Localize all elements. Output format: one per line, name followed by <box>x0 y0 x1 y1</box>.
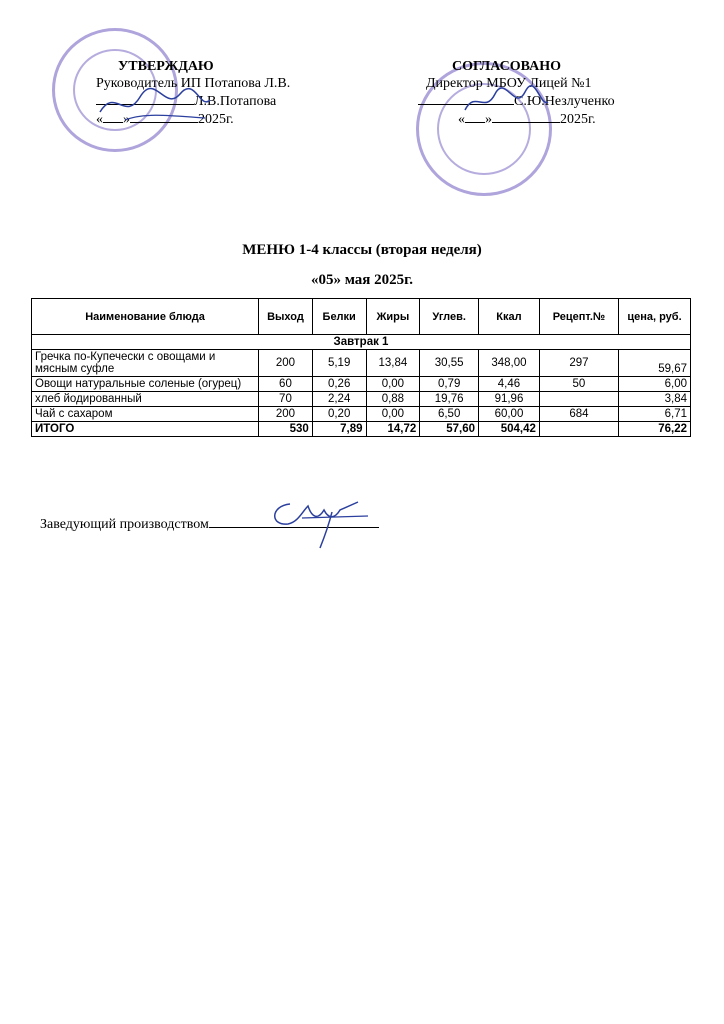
signature-footer-icon <box>262 494 372 552</box>
agreement-name: С.Ю.Незлученко <box>514 94 615 109</box>
carbs: 19,76 <box>420 392 479 407</box>
dish-name: Гречка по-Купечески с овощами и мясным суфле <box>32 350 259 377</box>
approval-name: Л.В.Потапова <box>194 94 277 109</box>
carbs: 30,55 <box>420 350 479 377</box>
header-protein: Белки <box>312 299 366 335</box>
date-open: « <box>96 112 103 127</box>
recipe: 684 <box>539 407 618 422</box>
header-fat: Жиры <box>366 299 420 335</box>
fat: 0,00 <box>366 407 420 422</box>
table-row <box>32 377 691 392</box>
total-kcal: 504,42 <box>479 422 540 437</box>
table-header-row <box>32 299 691 335</box>
kcal: 348,00 <box>479 350 540 377</box>
portion: 60 <box>259 377 313 392</box>
header-recipe: Рецепт.№ <box>539 299 618 335</box>
header-portion: Выход <box>259 299 313 335</box>
dish-name: хлеб йодированный <box>32 392 259 407</box>
carbs: 6,50 <box>420 407 479 422</box>
agreement-title: СОГЛАСОВАНО <box>452 59 561 74</box>
header-kcal: Ккал <box>479 299 540 335</box>
signature-right-icon <box>460 82 550 122</box>
recipe: 297 <box>539 350 618 377</box>
kcal: 60,00 <box>479 407 540 422</box>
recipe: 50 <box>539 377 618 392</box>
signature-left-icon <box>95 82 215 127</box>
table-row <box>32 407 691 422</box>
agreement-year: 2025г. <box>560 112 596 127</box>
section-title: Завтрак 1 <box>32 335 691 350</box>
section-row <box>32 335 691 350</box>
date-open: « <box>458 112 465 127</box>
table-row <box>32 350 691 377</box>
carbs: 0,79 <box>420 377 479 392</box>
portion: 200 <box>259 407 313 422</box>
date-mid: » <box>123 112 130 127</box>
fat: 0,88 <box>366 392 420 407</box>
approval-year: 2025г. <box>198 112 234 127</box>
header-dish: Наименование блюда <box>32 299 259 335</box>
protein: 5,19 <box>312 350 366 377</box>
table-row <box>32 392 691 407</box>
total-portion: 530 <box>259 422 313 437</box>
total-row <box>32 422 691 437</box>
price: 6,71 <box>618 407 690 422</box>
protein: 2,24 <box>312 392 366 407</box>
protein: 0,20 <box>312 407 366 422</box>
menu-title: МЕНЮ 1-4 классы (вторая неделя) <box>242 242 482 258</box>
portion: 70 <box>259 392 313 407</box>
agreement-position: Директор МБОУ Лицей №1 <box>426 76 592 91</box>
approval-title: УТВЕРЖДАЮ <box>118 59 214 74</box>
footer-label: Заведующий производством <box>40 517 209 532</box>
price: 6,00 <box>618 377 690 392</box>
portion: 200 <box>259 350 313 377</box>
approval-position: Руководитель ИП Потапова Л.В. <box>96 76 291 91</box>
kcal: 4,46 <box>479 377 540 392</box>
date-mid: » <box>485 112 492 127</box>
menu-table <box>31 298 691 437</box>
header-price: цена, руб. <box>618 299 690 335</box>
header-carbs: Углев. <box>420 299 479 335</box>
dish-name: Овощи натуральные соленые (огурец) <box>32 377 259 392</box>
kcal: 91,96 <box>479 392 540 407</box>
total-recipe <box>539 422 618 437</box>
total-fat: 14,72 <box>366 422 420 437</box>
dish-name: Чай с сахаром <box>32 407 259 422</box>
recipe <box>539 392 618 407</box>
total-protein: 7,89 <box>312 422 366 437</box>
protein: 0,26 <box>312 377 366 392</box>
total-price: 76,22 <box>618 422 690 437</box>
price: 59,67 <box>618 350 690 377</box>
total-carbs: 57,60 <box>420 422 479 437</box>
total-label: ИТОГО <box>32 422 259 437</box>
fat: 0,00 <box>366 377 420 392</box>
price: 3,84 <box>618 392 690 407</box>
fat: 13,84 <box>366 350 420 377</box>
menu-date: «05» мая 2025г. <box>310 272 414 288</box>
